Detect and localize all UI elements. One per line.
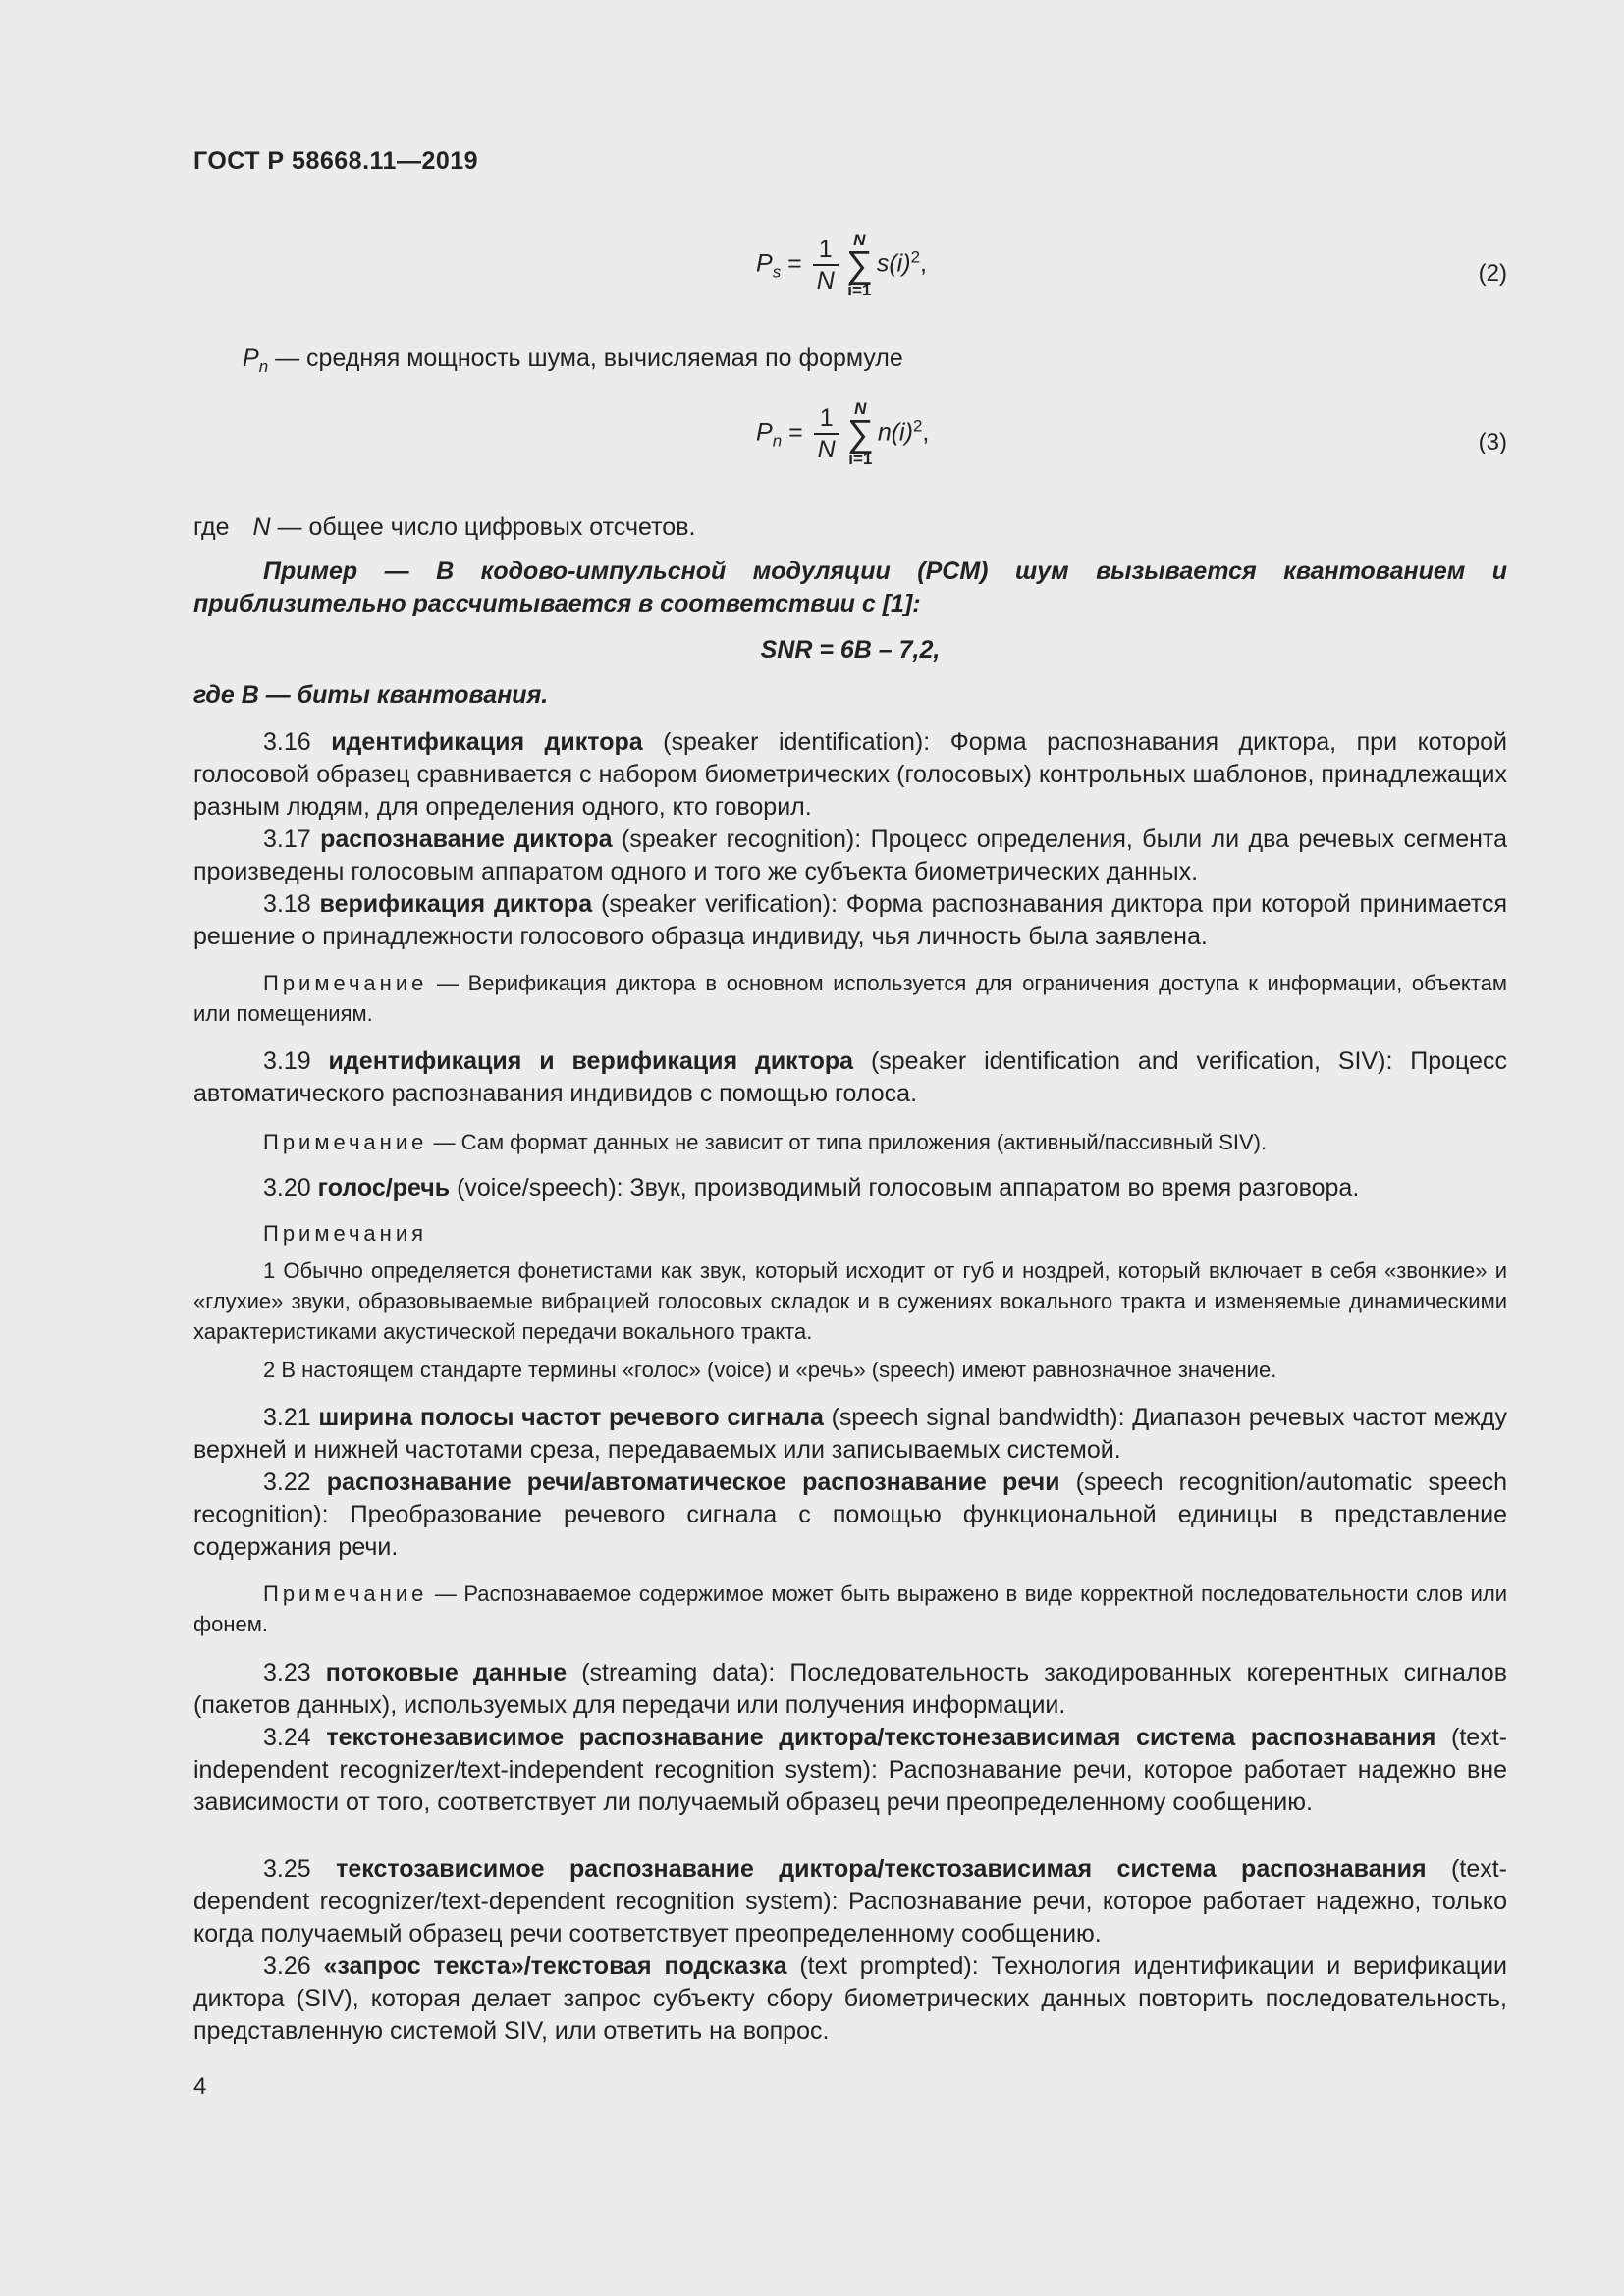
formula-2-lhs: P (756, 249, 773, 278)
term-3-24: 3.24 текстонезависимое распознавание диктора/текстонезависимая система распознавания (text-independent recognizer/text-independent recognition system): Распознавание речи, которое работает надежно вне зависимости от того, соответствует ли получаемый образец речи преопределенному сообщению. (193, 1724, 1507, 1816)
sigma-symbol: ∑ (846, 413, 874, 454)
note-3-18: Примечание — Верификация диктора в основном используется для ограничения доступа к информации, объектам или помещениям. (193, 971, 1507, 1026)
formula-3: $P_n$ = $\frac{1}{N}$ N ∑ i=1 $n(i)^2$, (756, 400, 930, 468)
formula-3-sum: N ∑ i=1 (846, 400, 874, 468)
formula-2-eq: = (787, 249, 802, 278)
term-3-26: 3.26 «запрос текста»/текстовая подсказка (text prompted): Технология идентификации и верификации диктора (SIV), которая делает запрос субъекту сбору биометрических данных повторить последовательность, представленную системой SIV, или ответить на вопрос. (193, 1952, 1507, 2045)
example-text: Пример — В кодово-импульсной модуляции (PCM) шум вызывается квантованием и приблизительно рассчитывается в соответствии с [1]: (193, 558, 1507, 617)
term-3-17: 3.17 распознавание диктора (speaker recognition): Процесс определения, были ли два речевых сегмента произведены голосовым аппаратом одного и того же субъекта биометрических данных. (193, 826, 1508, 885)
formula-2-sum: N ∑ i=1 (845, 231, 873, 299)
notes-3-20-label: Примечания (263, 1221, 428, 1246)
term-3-22: 3.22 распознавание речи/автоматическое распознавание речи (speech recognition/automatic speech recognition): Преобразование речевого сигнала с помощью функциональной единицы в представление содержания речи. (193, 1468, 1508, 1561)
formula-3-term: n(i) (877, 418, 913, 447)
formula-3-lhs: P (756, 418, 773, 447)
term-3-20: 3.20 голос/речь (voice/speech): Звук, производимый голосовым аппаратом во время разговора. (263, 1174, 1360, 1201)
note-3-19: Примечание — Сам формат данных не зависит от типа приложения (активный/пассивный SIV). (263, 1130, 1268, 1154)
sigma-symbol: ∑ (845, 244, 873, 286)
equation-number-3: (3) (1478, 429, 1507, 455)
formula-2-term: s(i) (876, 249, 911, 278)
where-n-line: где N — общее число цифровых отсчетов. (193, 513, 696, 541)
formula-2-lhs-sub: s (772, 262, 782, 282)
term-3-23: 3.23 потоковые данные (streaming data): Последовательность закодированных когерентных сигналов (пакетов данных), используемых для передачи или получения информации. (193, 1659, 1507, 1719)
term-3-18: 3.18 верификация диктора (speaker verification): Форма распознавания диктора при которой принимается решение о принадлежности голосового образца индивиду, чья личность была заявлена. (193, 890, 1507, 950)
term-3-21: 3.21 ширина полосы частот речевого сигнала (speech signal bandwidth): Диапазон речевых частот между верхней и нижней частотами среза, передаваемых или записываемых системой. (193, 1404, 1507, 1464)
note-3-20-2: 2 В настоящем стандарте термины «голос» (voice) и «речь» (speech) имеют равнозначное значение. (263, 1358, 1277, 1382)
formula-2-power: 2 (910, 247, 921, 267)
formula-3-lhs-sub: n (772, 431, 783, 451)
formula-2: $P_s$ = $\frac{1}{N}$ N ∑ i=1 $s(i)^2$, (756, 231, 927, 299)
equation-number-2: (2) (1478, 260, 1507, 287)
note-3-22: Примечание — Распознаваемое содержимое может быть выражено в виде корректной последовательности слов или фонем. (193, 1581, 1507, 1636)
formula-3-fraction: $\frac{1}{N}$ (814, 403, 839, 464)
page-number: 4 (193, 2073, 207, 2100)
example-formula: SNR = 6B – 7,2, (760, 636, 941, 664)
pn-description: $P_n$ — средняя мощность шума, вычисляемая по формуле (243, 345, 903, 376)
term-3-16: 3.16 идентификация диктора (speaker identification): Форма распознавания диктора, при которой голосовой образец сравнивается с набором биометрических (голосовых) контрольных шаблонов, принадлежащих разным людям, для определения одного, кто говорил. (193, 728, 1507, 821)
formula-2-fraction: $\frac{1}{N}$ (813, 235, 839, 295)
example-where: где B — биты квантования. (193, 681, 549, 709)
term-3-19: 3.19 идентификация и верификация диктора (speaker identification and verification, SIV): Процесс автоматического распознавания индивидов с помощью голоса. (193, 1047, 1507, 1107)
document-header: ГОСТ Р 58668.11—2019 (193, 147, 479, 175)
term-3-25: 3.25 текстозависимое распознавание диктора/текстозависимая система распознавания (text-dependent recognizer/text-dependent recognition system): Распознавание речи, которое работает надежно, только когда получаемый образец речи соответствует преопределенному сообщению. (193, 1855, 1507, 1948)
note-3-20-1: 1 Обычно определяется фонетистами как звук, который исходит от губ и ноздрей, который включает в себя «звонкие» и «глухие» звуки, образовываемые вибрацией голосовых складок и в сужениях вокального тракта и изменяемые динамическими характеристиками акустической передачи вокального тракта. (193, 1258, 1507, 1344)
formula-3-eq: = (788, 418, 803, 447)
formula-3-power: 2 (912, 416, 923, 436)
